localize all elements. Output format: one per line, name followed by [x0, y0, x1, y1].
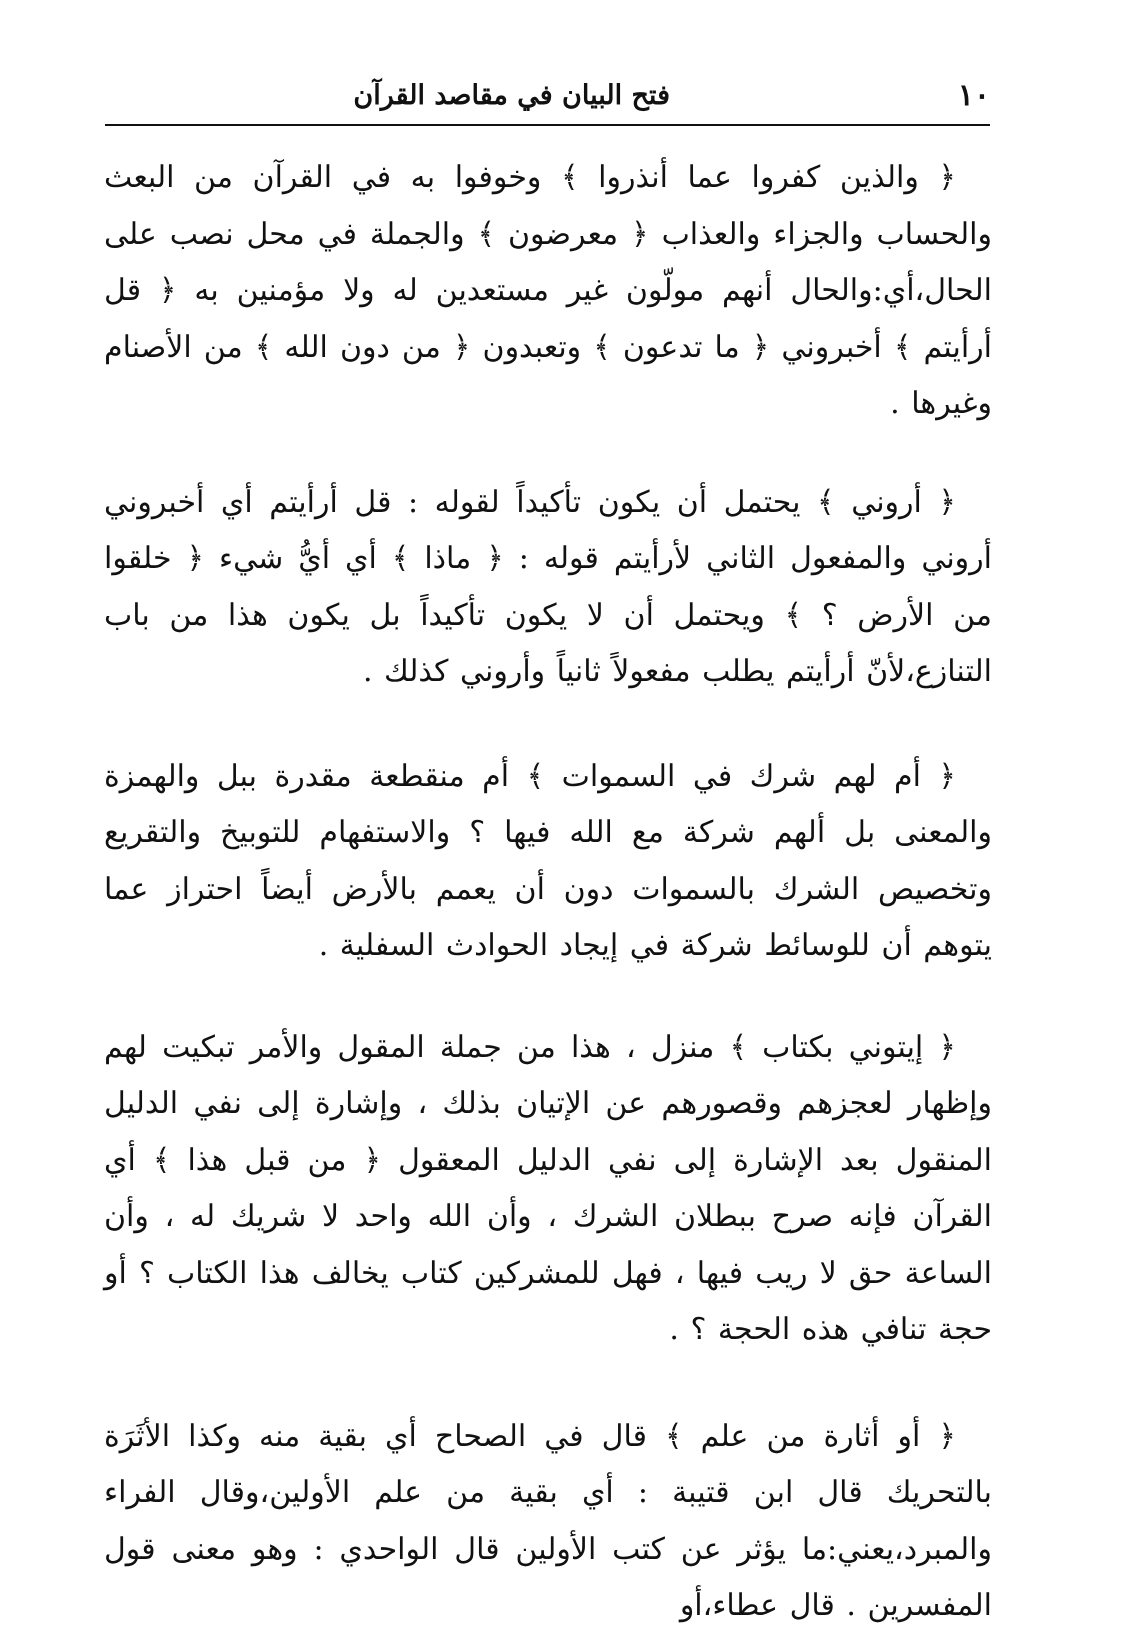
header-divider [105, 124, 990, 126]
paragraph-text: ﴿ أو أثارة من علم ﴾ قال في الصحاح أي بقية منه وكذا الأثَرَة بالتحريك قال ابن قتيبة : أي بقية من علم الأولين،وقال الفراء والمبرد،يعني:ما يؤثر عن كتب الأولين قال الواحدي : وهو معنى قول المفسرين . قال عطاء،أو [104, 1418, 992, 1623]
paragraph-1 [104, 150, 992, 433]
paragraph-text: ﴿ والذين كفروا عما أنذروا ﴾ وخوفوا به في القرآن من البعث والحساب والجزاء والعذاب ﴿ معرضون ﴾ والجملة في محل نصب على الحال،أي:والحال أنهم مولّون غير مستعدين له ولا مؤمنين به ﴿ قل أرأيتم ﴾ أخبروني ﴿ ما تدعون ﴾ وتعبدون ﴿ من دون الله ﴾ من الأصنام وغيرها . [104, 160, 992, 421]
paragraph-4 [104, 1020, 992, 1359]
paragraph-text: ﴿ إيتوني بكتاب ﴾ منزل ، هذا من جملة المقول والأمر تبكيت لهم وإظهار لعجزهم وقصورهم عن الإتيان بذلك ، وإشارة إلى نفي الدليل المنقول بعد الإشارة إلى نفي الدليل المعقول ﴿ من قبل هذا ﴾ أي القرآن فإنه صرح ببطلان الشرك ، وأن الله واحد لا شريك له ، وأن الساعة حق لا ريب فيها ، فهل للمشركين كتاب يخالف هذا الكتاب ؟ أو حجة تنافي هذه الحجة ؟ . [104, 1029, 992, 1347]
page-body [104, 150, 992, 1635]
page-header [105, 78, 990, 126]
running-title: فتح البيان في مقاصد القرآن [353, 80, 670, 111]
paragraph-text: ﴿ أم لهم شرك في السموات ﴾ أم منقطعة مقدرة ببل والهمزة والمعنى بل ألهم شركة مع الله فيها ؟ والاستفهام للتوبيخ والتقريع وتخصيص الشرك بالسموات دون أن يعمم بالأرض أيضاً احتراز عما يتوهم أن للوسائط شركة في إيجاد الحوادث السفلية . [104, 758, 992, 963]
page-number: ١٠ [957, 78, 990, 113]
paragraph-5 [104, 1409, 992, 1635]
paragraph-3 [104, 749, 992, 975]
paragraph-2 [104, 475, 992, 701]
paragraph-text: ﴿ أروني ﴾ يحتمل أن يكون تأكيداً لقوله : قل أرأيتم أي أخبروني أروني والمفعول الثاني لأرأيتم قوله : ﴿ ماذا ﴾ أي أيُّ شيء ﴿ خلقوا من الأرض ؟ ﴾ ويحتمل أن لا يكون تأكيداً بل يكون هذا من باب التنازع،لأنّ أرأيتم يطلب مفعولاً ثانياً وأروني كذلك . [104, 484, 992, 689]
